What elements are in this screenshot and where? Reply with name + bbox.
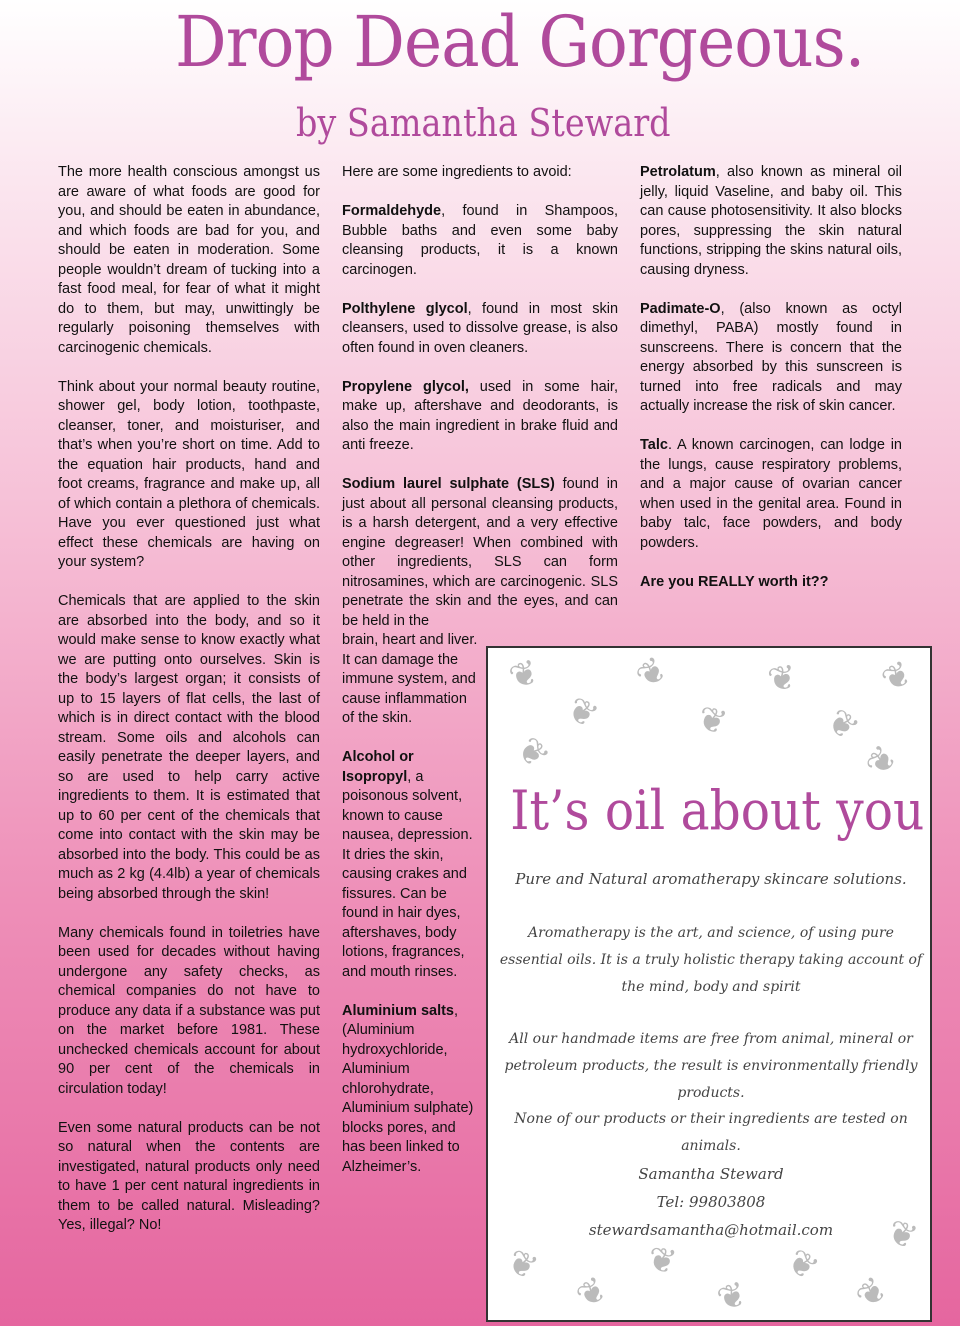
ingredient-aluminium-salts xyxy=(342,1002,482,1178)
ad-paragraph: Aromatherapy is the art, and science, of using pure essential oils. It is a truly holistic therapy taking account of the mind, body and spirit xyxy=(499,925,923,995)
ingredient-term: Polthylene glycol xyxy=(342,300,468,317)
closing-question-text: Are you REALLY worth it?? xyxy=(640,573,829,590)
leaf-icon: ❦ xyxy=(508,729,556,777)
ingredient-talc xyxy=(640,436,902,553)
ingredient-term: Talc xyxy=(640,437,668,453)
leaf-icon: ❦ xyxy=(560,689,605,737)
ingredient-term: Sodium laurel sulphate (SLS) xyxy=(342,476,555,492)
paragraph: Many chemicals found in toiletries have been used for decades without having undergone any safety checks, as chemical companies do not have to produce any data if a substance was put on the market before 1981. These unchecked chemicals account for about 90 per cent of the chemicals in circulation today! xyxy=(58,924,320,1097)
ad-paragraph: None of our products or their ingredients are tested on animals. xyxy=(514,1111,908,1154)
leaf-icon: ❦ xyxy=(819,701,866,749)
contact-email: stewardsamantha@hotmail.com xyxy=(588,1221,834,1239)
ingredient-polthylene-glycol xyxy=(342,300,618,359)
ingredient-description: , (Aluminium hydroxychloride, Aluminium chlorohydrate, Aluminium sulphate) blocks pores, and has been linked to Alzheimer’s. xyxy=(342,1002,474,1175)
ingredient-formaldehyde xyxy=(342,202,618,280)
ad-title: It’s oil about you xyxy=(510,779,925,842)
ingredient-term: Aluminium salts xyxy=(342,1002,454,1019)
leaf-icon: ❦ xyxy=(504,652,545,698)
leaf-icon: ❦ xyxy=(644,1239,680,1283)
ingredient-description: , found in most skin cleansers, used to dissolve grease, is also often found in oven cleaners. xyxy=(342,300,619,356)
leaf-icon: ❦ xyxy=(569,1269,615,1317)
ingredient-term: Formaldehyde xyxy=(342,203,442,219)
ingredient-description: , (also known as octyl dimethyl, PABA) mostly found in sunscreens. There is concern that the energy absorbed by this sunscreen is turned into free radicals and may actually increase the risk of skin cancer. xyxy=(640,300,902,414)
ingredient-term: Padimate-O xyxy=(640,300,721,317)
advertisement-box xyxy=(486,646,932,1322)
closing-question xyxy=(640,573,902,593)
leaf-icon: ❦ xyxy=(764,657,800,701)
paragraph: The more health conscious amongst us are aware of what foods are good for you, and should be eaten in abundance, and which foods are bad for you, and should be eaten in moderation. Some people wouldn’t dream of tucking into a fast food meal, for fear of what it might do to them, but may, unwittingly be regularly poisoning themselves with carcinogenic chemicals. xyxy=(58,164,320,356)
ad-subtitle: Pure and Natural aromatherapy skincare solutions. xyxy=(515,870,907,888)
column-3 xyxy=(640,163,902,612)
paragraph: Even some natural products can be not so natural when the contents are investigated, natural products only need to have 1 per cent natural ingredients in them to be called natural. Misleading? Yes, illegal? No! xyxy=(58,1119,320,1233)
ingredient-alcohol xyxy=(342,748,482,982)
ingredient-propylene-glycol xyxy=(342,378,618,456)
contact-phone: Tel: 99803808 xyxy=(656,1193,766,1211)
ingredient-description: found in just about all personal cleansing products, is a harsh detergent, and a very effective engine degreaser! When combined with other ingredients, SLS can form nitrosamines, which are carcinogenic. SLS penetrate the skin and the eyes, and can be held in the xyxy=(342,476,618,629)
leaf-icon: ❦ xyxy=(848,1269,896,1317)
contact-name: Samantha Steward xyxy=(638,1165,784,1183)
ingredient-description: , also known as mineral oil jelly, liquid Vaseline, and baby oil. This can cause photosensitivity. It also blocks pores, suppressing the skin natural functions, stripping the skins natural oils, causing dryness. xyxy=(640,164,902,278)
leaf-icon: ❦ xyxy=(779,1241,825,1289)
ad-paragraph: All our handmade items are free from animal, mineral or petroleum products, the result is environmentally friendly products. xyxy=(504,1031,918,1101)
ingredient-description: . A known carcinogen, can lodge in the lungs, cause respiratory problems, and a major cause of ovarian cancer when used in the genital area. Found in baby talc, face powders, and body powders. xyxy=(640,437,902,551)
ingredient-description: , found in Shampoos, Bubble baths and even some baby cleansing products, it is a known carcinogen. xyxy=(342,203,618,278)
paragraph: Chemicals that are applied to the skin are absorbed into the body, and so it would make sense to know exactly what we are putting onto ourselves. Skin is the body’s largest organ; it consists of up to 15 layers of flat cells, the last of which is in direct contact with the blood stream. Some oils and alcohols can easily penetrate the deeper layers, and so are used to help carry active ingredients to them. It is estimated that up to 60 per cent of the chemicals that come into contact with the skin may be absorbed into the body. This could be as much as 2 kg (4.4lb) a year of chemicals being absorbed through the skin! xyxy=(58,593,320,902)
ingredient-sls-continued: brain, heart and liver. It can damage the immune system, and cause inflammation of the skin. xyxy=(342,632,478,726)
column-1 xyxy=(58,163,320,1255)
ingredient-description: used in some hair, make up, aftershave and deodorants, is also the main ingredient in brake fluid and anti freeze. xyxy=(342,378,618,453)
leaf-icon: ❦ xyxy=(501,1241,544,1289)
article-byline: by Samantha Steward xyxy=(296,101,671,145)
ad-contact xyxy=(488,1160,932,1244)
leaf-icon: ❦ xyxy=(693,698,731,744)
ingredient-sls xyxy=(342,475,618,631)
ingredient-description: , a poisonous solvent, known to cause nausea, depression. It dries the skin, causing crakes and fissures. Can be found in hair dyes, aftershaves, body lotions, fragrances, and mouth rinses. xyxy=(342,768,473,980)
paragraph: Think about your normal beauty routine, shower gel, body lotion, toothpaste, cleanser, toner, and moisturiser, and that’s when you’re short on time. Add to the equation hair products, hand and foot creams, fragrance and make up, all of which contain a plethora of chemicals. Have you ever questioned just what effect these chemicals are having on your system? xyxy=(58,378,320,570)
ingredient-term: Petrolatum xyxy=(640,164,716,180)
leaf-icon: ❦ xyxy=(629,649,676,697)
leaf-icon: ❦ xyxy=(882,1212,923,1258)
ingredient-term: Alcohol or Isopropyl xyxy=(342,749,414,785)
leaf-icon: ❦ xyxy=(875,653,920,701)
leaf-icon: ❦ xyxy=(712,1274,753,1320)
article-title: Drop Dead Gorgeous. xyxy=(175,1,865,83)
leaf-icon: ❦ xyxy=(858,738,906,784)
ingredient-padimate-o xyxy=(640,300,902,417)
ingredient-petrolatum xyxy=(640,163,902,280)
ingredients-intro: Here are some ingredients to avoid: xyxy=(342,164,572,180)
ingredient-term: Propylene glycol, xyxy=(342,378,469,395)
